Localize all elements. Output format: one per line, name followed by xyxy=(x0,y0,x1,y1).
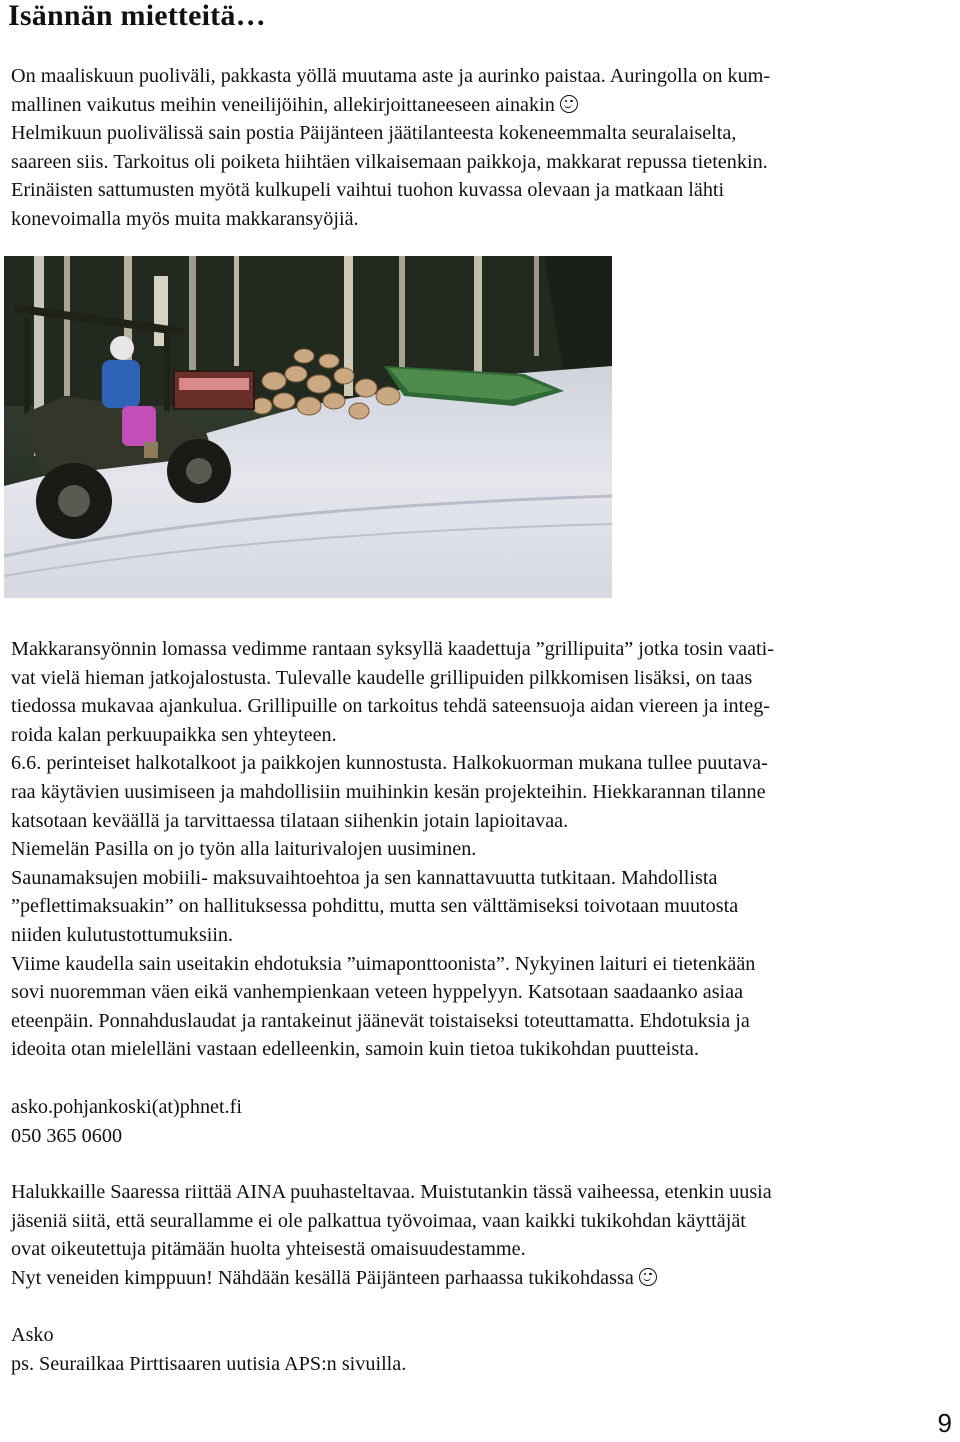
intro-line-text: mallinen vaikutus meihin veneilijöihin, allekirjoittaneeseen ainakin xyxy=(11,93,555,116)
body-line: Makkaransyönnin lomassa vedimme rantaan syksyllä kaadettuja ”grillipuita” jotka tosin vaati- xyxy=(11,638,774,660)
body-line: niiden kulutustottumuksiin. xyxy=(11,923,234,946)
atv-snow-photo xyxy=(4,256,612,598)
intro-paragraph xyxy=(11,62,947,234)
intro-line: saareen siis. Tarkoitus oli poiketa hiihtäen vilkaisemaan paikkoja, makkarat repussa tietenkin. xyxy=(11,150,768,173)
closing-line-with-smiley xyxy=(11,1264,947,1293)
intro-line: Helmikuun puolivälissä sain postia Päijänteen jäätilanteesta kokeneemmalta seuralaiselta, xyxy=(11,122,737,145)
body-line: raa käytävien uusimiseen ja mahdollisiin muihinkin kesän projekteihin. Hiekkarannan tilanne xyxy=(11,780,766,803)
intro-line: Erinäisten sattumusten myötä kulkupeli vaihtui tuohon kuvassa olevaan ja matkaan lähti xyxy=(11,179,725,202)
closing-line: ovat oikeutettuja pitämään huolta yhteisestä omaisuudestamme. xyxy=(11,1238,526,1261)
page-number: 9 xyxy=(937,1408,952,1438)
body-line: eteenpäin. Ponnahduslaudat ja rantakeinut jäänevät toistaiseksi toteuttamatta. Ehdotuksia ja xyxy=(11,1009,750,1032)
page-title: Isännän mietteitä… xyxy=(8,0,266,32)
contact-phone: 050 365 0600 xyxy=(11,1124,123,1147)
smiley-icon xyxy=(639,1268,657,1286)
body-paragraphs xyxy=(11,635,947,1064)
intro-line: konevoimalla myös muita makkaransyöjiä. xyxy=(11,207,359,230)
signature-ps: ps. Seurailkaa Pirttisaaren uutisia APS:n sivuilla. xyxy=(11,1352,407,1375)
intro-line-with-smiley xyxy=(11,91,947,120)
smiley-icon xyxy=(560,95,578,113)
intro-line: On maaliskuun puoliväli, pakkasta yöllä muutama aste ja aurinko paistaa. Auringolla on kum- xyxy=(11,65,771,87)
body-line: tiedossa mukavaa ajankulua. Grillipuille on tarkoitus tehdä sateensuoja aidan viereen ja integ- xyxy=(11,695,771,718)
contact-block xyxy=(11,1093,947,1150)
closing-line: Halukkaille Saaressa riittää AINA puuhasteltavaa. Muistutankin tässä vaiheessa, etenkin uusia xyxy=(11,1181,772,1203)
body-line: katsotaan keväällä ja tarvittaessa tilataan siihenkin jotain lapioitavaa. xyxy=(11,809,569,832)
signature-name: Asko xyxy=(11,1324,54,1346)
signature-block xyxy=(11,1321,947,1378)
closing-line-text: Nyt veneiden kimppuun! Nähdään kesällä Päijänteen parhaassa tukikohdassa xyxy=(11,1266,634,1289)
body-line: vat vielä hieman jatkojalostusta. Tulevalle kaudelle grillipuiden pilkkomisen lisäksi, on taas xyxy=(11,666,753,689)
body-line: ”peflettimaksuakin” on hallituksessa pohdittu, mutta sen välttämiseksi toivotaan muutosta xyxy=(11,895,739,918)
body-line: sovi nuoremman väen eikä vanhempienkaan veteen hyppelyyn. Katsotaan saadaanko asiaa xyxy=(11,981,744,1004)
body-line: roida kalan perkuupaikka sen yhteyteen. xyxy=(11,723,337,746)
closing-line: jäseniä siitä, että seurallamme ei ole palkattua työvoimaa, vaan kaikki tukikohdan käyttäjät xyxy=(11,1209,746,1232)
contact-email: asko.pohjankoski(at)phnet.fi xyxy=(11,1096,242,1118)
body-line: ideoita otan mielelläni vastaan edelleenkin, samoin kuin tietoa tukikohdan puutteista. xyxy=(11,1038,699,1061)
body-line: Niemelän Pasilla on jo työn alla laiturivalojen uusiminen. xyxy=(11,838,477,861)
body-line: Viime kaudella sain useitakin ehdotuksia ”uimaponttoonista”. Nykyinen laituri ei tietenkään xyxy=(11,952,756,975)
body-line: Saunamaksujen mobiili- maksuvaihtoehtoa ja sen kannattavuutta tutkitaan. Mahdollista xyxy=(11,866,718,889)
body-line: 6.6. perinteiset halkotalkoot ja paikkojen kunnostusta. Halkokuorman mukana tullee puutava- xyxy=(11,752,768,775)
closing-paragraph xyxy=(11,1178,947,1292)
